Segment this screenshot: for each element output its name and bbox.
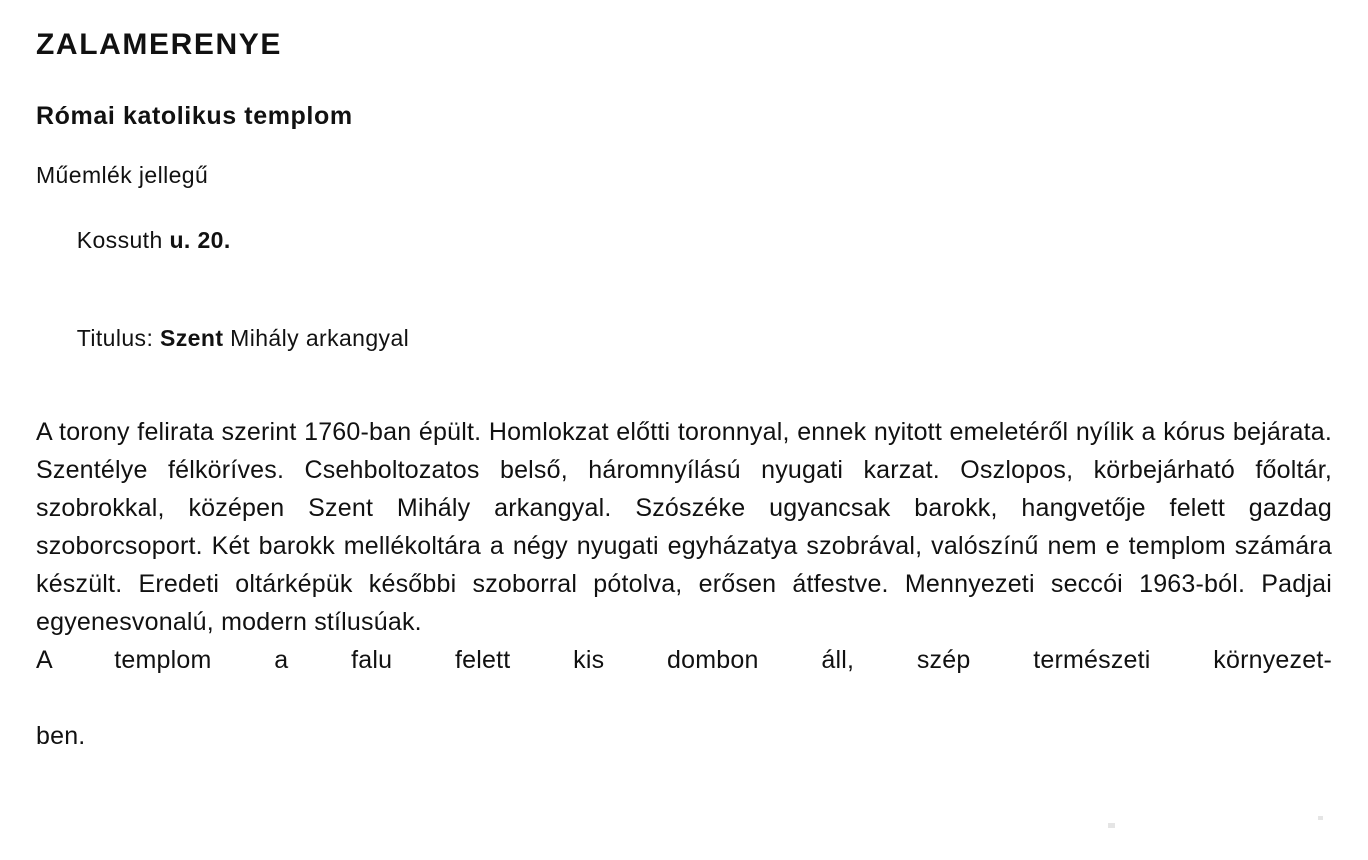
body-paragraph-2: A templom a falu felett kis dombon áll, szép természeti környezet-: [36, 646, 1332, 675]
metadata-titulus-value: Mihály arkangyal: [223, 324, 410, 351]
body-paragraph-2-tail: ben.: [36, 722, 86, 751]
metadata-titulus-label: Titulus:: [76, 324, 161, 351]
page-edge-margin: [0, 0, 6, 860]
metadata-titulus-bold: Szent: [160, 324, 224, 351]
metadata-address: [36, 191, 1332, 289]
metadata-address-number: u. 20.: [169, 226, 231, 253]
metadata-address-prefix: Kossuth: [76, 226, 170, 253]
page-title: ZALAMERENYE: [36, 28, 282, 61]
scan-artifact: [1318, 816, 1323, 820]
section-heading: Római katolikus templom: [36, 102, 353, 130]
metadata-protection-status: Műemlék jellegű: [36, 161, 209, 188]
metadata-titulus: [36, 289, 1332, 387]
body-paragraph-1: A torony felirata szerint 1760-ban épült. Homlokzat előtti toronnyal, ennek nyitott emeletéről nyílik a kórus bejárata. Szentélye félköríves. Csehboltozatos belső, háromnyílású nyugati karzat. Oszlopos, körbejárható főoltár, szobrokkal, középen Szent Mihály arkangyal. Szószéke ugyancsak barokk, hangvetője felett gazdag szoborcsoport. Két barokk mellékoltára a négy nyugati egyházatya szobrával, valószínű nem e templom számára készült. Eredeti oltárképük későbbi szoborral pótolva, erősen átfestve. Mennyezeti seccói 1963-ból. Padjai egyenesvonalú, modern stílusúak.: [36, 418, 1332, 637]
scan-artifact: [1108, 823, 1115, 828]
body-text: [36, 413, 1332, 755]
metadata-block: [36, 159, 1332, 388]
